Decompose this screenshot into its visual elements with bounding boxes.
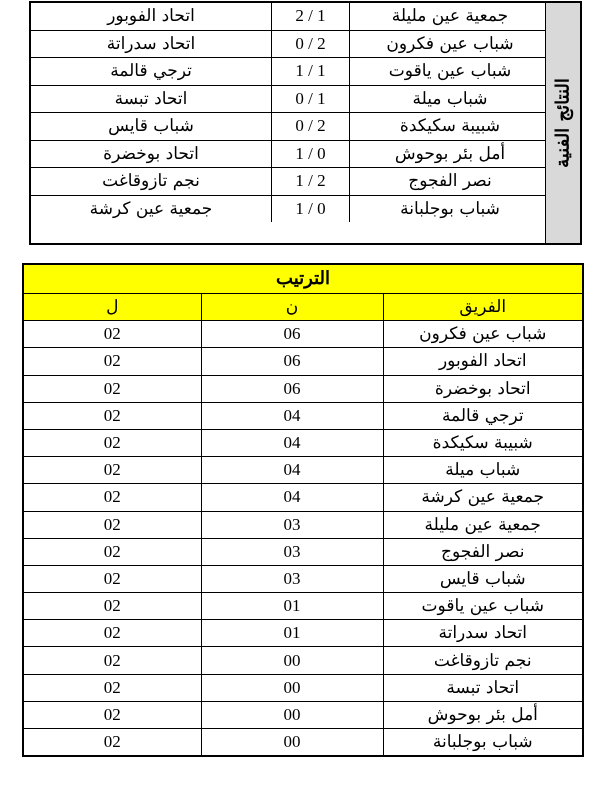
results-title: النتائج الفنية bbox=[552, 78, 574, 168]
match-away-team: ترجي قالمة bbox=[31, 58, 272, 86]
standings-played: 02 bbox=[23, 429, 201, 456]
standings-header-row bbox=[23, 294, 583, 321]
results-panel bbox=[29, 1, 582, 245]
match-score: 1 / 2 bbox=[272, 168, 350, 196]
standings-played: 02 bbox=[23, 674, 201, 701]
standings-row bbox=[23, 402, 583, 429]
match-home-team: نصر الفجوج bbox=[350, 168, 551, 196]
standings-row bbox=[23, 484, 583, 511]
standings-played: 02 bbox=[23, 729, 201, 757]
match-away-team: جمعية عين كرشة bbox=[31, 195, 272, 222]
match-home-team: شباب عين فكرون bbox=[350, 30, 551, 58]
standings-points: 03 bbox=[201, 511, 383, 538]
standings-team: شباب بوجلبانة bbox=[383, 729, 583, 757]
match-row bbox=[31, 58, 550, 86]
match-home-team: شبيبة سكيكدة bbox=[350, 113, 551, 141]
standings-team: اتحاد تبسة bbox=[383, 674, 583, 701]
standings-team: شباب عين ياقوت bbox=[383, 593, 583, 620]
standings-team: جمعية عين كرشة bbox=[383, 484, 583, 511]
standings-played: 02 bbox=[23, 348, 201, 375]
match-away-team: اتحاد تبسة bbox=[31, 85, 272, 113]
header-played: ل bbox=[23, 294, 201, 321]
standings-played: 02 bbox=[23, 593, 201, 620]
standings-row bbox=[23, 674, 583, 701]
match-row bbox=[31, 195, 550, 222]
standings-points: 00 bbox=[201, 647, 383, 674]
match-score: 0 / 2 bbox=[272, 113, 350, 141]
standings-table bbox=[22, 263, 584, 757]
match-away-team: نجم تازوقاغت bbox=[31, 168, 272, 196]
standings-team: ترجي قالمة bbox=[383, 402, 583, 429]
standings-points: 04 bbox=[201, 457, 383, 484]
match-home-team: شباب عين ياقوت bbox=[350, 58, 551, 86]
standings-played: 02 bbox=[23, 484, 201, 511]
standings-played: 02 bbox=[23, 321, 201, 348]
standings-title-row bbox=[23, 264, 583, 294]
match-away-team: اتحاد سدراتة bbox=[31, 30, 272, 58]
standings-points: 04 bbox=[201, 484, 383, 511]
standings-points: 06 bbox=[201, 348, 383, 375]
match-home-team: أمل بئر بوحوش bbox=[350, 140, 551, 168]
match-score: 2 / 1 bbox=[272, 3, 350, 30]
standings-team: نجم تازوقاغت bbox=[383, 647, 583, 674]
standings-row bbox=[23, 348, 583, 375]
standings-row bbox=[23, 593, 583, 620]
standings-row bbox=[23, 701, 583, 728]
match-row bbox=[31, 30, 550, 58]
standings-played: 02 bbox=[23, 402, 201, 429]
match-row bbox=[31, 113, 550, 141]
standings-row bbox=[23, 729, 583, 757]
match-home-team: شباب بوجلبانة bbox=[400, 198, 500, 219]
standings-team: شباب ميلة bbox=[383, 457, 583, 484]
standings-points: 04 bbox=[201, 429, 383, 456]
standings-team: أمل بئر بوحوش bbox=[383, 701, 583, 728]
standings-points: 04 bbox=[201, 402, 383, 429]
results-table bbox=[31, 3, 550, 222]
standings-points: 03 bbox=[201, 565, 383, 592]
standings-title: الترتيب bbox=[23, 264, 583, 294]
standings-played: 02 bbox=[23, 701, 201, 728]
standings-team: شبيبة سكيكدة bbox=[383, 429, 583, 456]
standings-team: نصر الفجوج bbox=[383, 538, 583, 565]
match-home-team: شباب ميلة bbox=[350, 85, 551, 113]
standings-played: 02 bbox=[23, 511, 201, 538]
standings-team: جمعية عين مليلة bbox=[383, 511, 583, 538]
standings-points: 01 bbox=[201, 593, 383, 620]
standings-points: 06 bbox=[201, 375, 383, 402]
match-score: 0 / 2 bbox=[272, 30, 350, 58]
standings-row bbox=[23, 565, 583, 592]
standings-row bbox=[23, 647, 583, 674]
match-away-team: شباب قايس bbox=[31, 113, 272, 141]
match-row bbox=[31, 85, 550, 113]
standings-played: 02 bbox=[23, 647, 201, 674]
standings-points: 06 bbox=[201, 321, 383, 348]
standings-points: 00 bbox=[201, 701, 383, 728]
standings-row bbox=[23, 620, 583, 647]
standings-row bbox=[23, 511, 583, 538]
standings-row bbox=[23, 538, 583, 565]
match-home-team: جمعية عين مليلة bbox=[350, 3, 551, 30]
match-score: 1 / 1 bbox=[272, 58, 350, 86]
standings-row bbox=[23, 457, 583, 484]
standings-points: 03 bbox=[201, 538, 383, 565]
match-row bbox=[31, 3, 550, 30]
standings-team: شباب قايس bbox=[383, 565, 583, 592]
standings-team: شباب عين فكرون bbox=[383, 321, 583, 348]
standings-played: 02 bbox=[23, 538, 201, 565]
standings-points: 00 bbox=[201, 729, 383, 757]
standings-row bbox=[23, 375, 583, 402]
standings-row bbox=[23, 321, 583, 348]
standings-played: 02 bbox=[23, 565, 201, 592]
standings-played: 02 bbox=[23, 457, 201, 484]
match-score: 0 / 1 bbox=[272, 85, 350, 113]
match-row bbox=[31, 168, 550, 196]
header-points: ن bbox=[201, 294, 383, 321]
standings-team: اتحاد سدراتة bbox=[383, 620, 583, 647]
standings-played: 02 bbox=[23, 375, 201, 402]
standings-team: اتحاد الفوبور bbox=[383, 348, 583, 375]
match-score: 1 / 0 bbox=[272, 195, 350, 222]
match-away-team: اتحاد الفوبور bbox=[31, 3, 272, 30]
match-away-team: اتحاد بوخضرة bbox=[31, 140, 272, 168]
match-score: 1 / 0 bbox=[272, 140, 350, 168]
standings-points: 00 bbox=[201, 674, 383, 701]
standings-team: اتحاد بوخضرة bbox=[383, 375, 583, 402]
match-row bbox=[31, 140, 550, 168]
header-team: الفريق bbox=[383, 294, 583, 321]
standings-points: 01 bbox=[201, 620, 383, 647]
standings-played: 02 bbox=[23, 620, 201, 647]
standings-row bbox=[23, 429, 583, 456]
results-side-label bbox=[545, 3, 580, 243]
